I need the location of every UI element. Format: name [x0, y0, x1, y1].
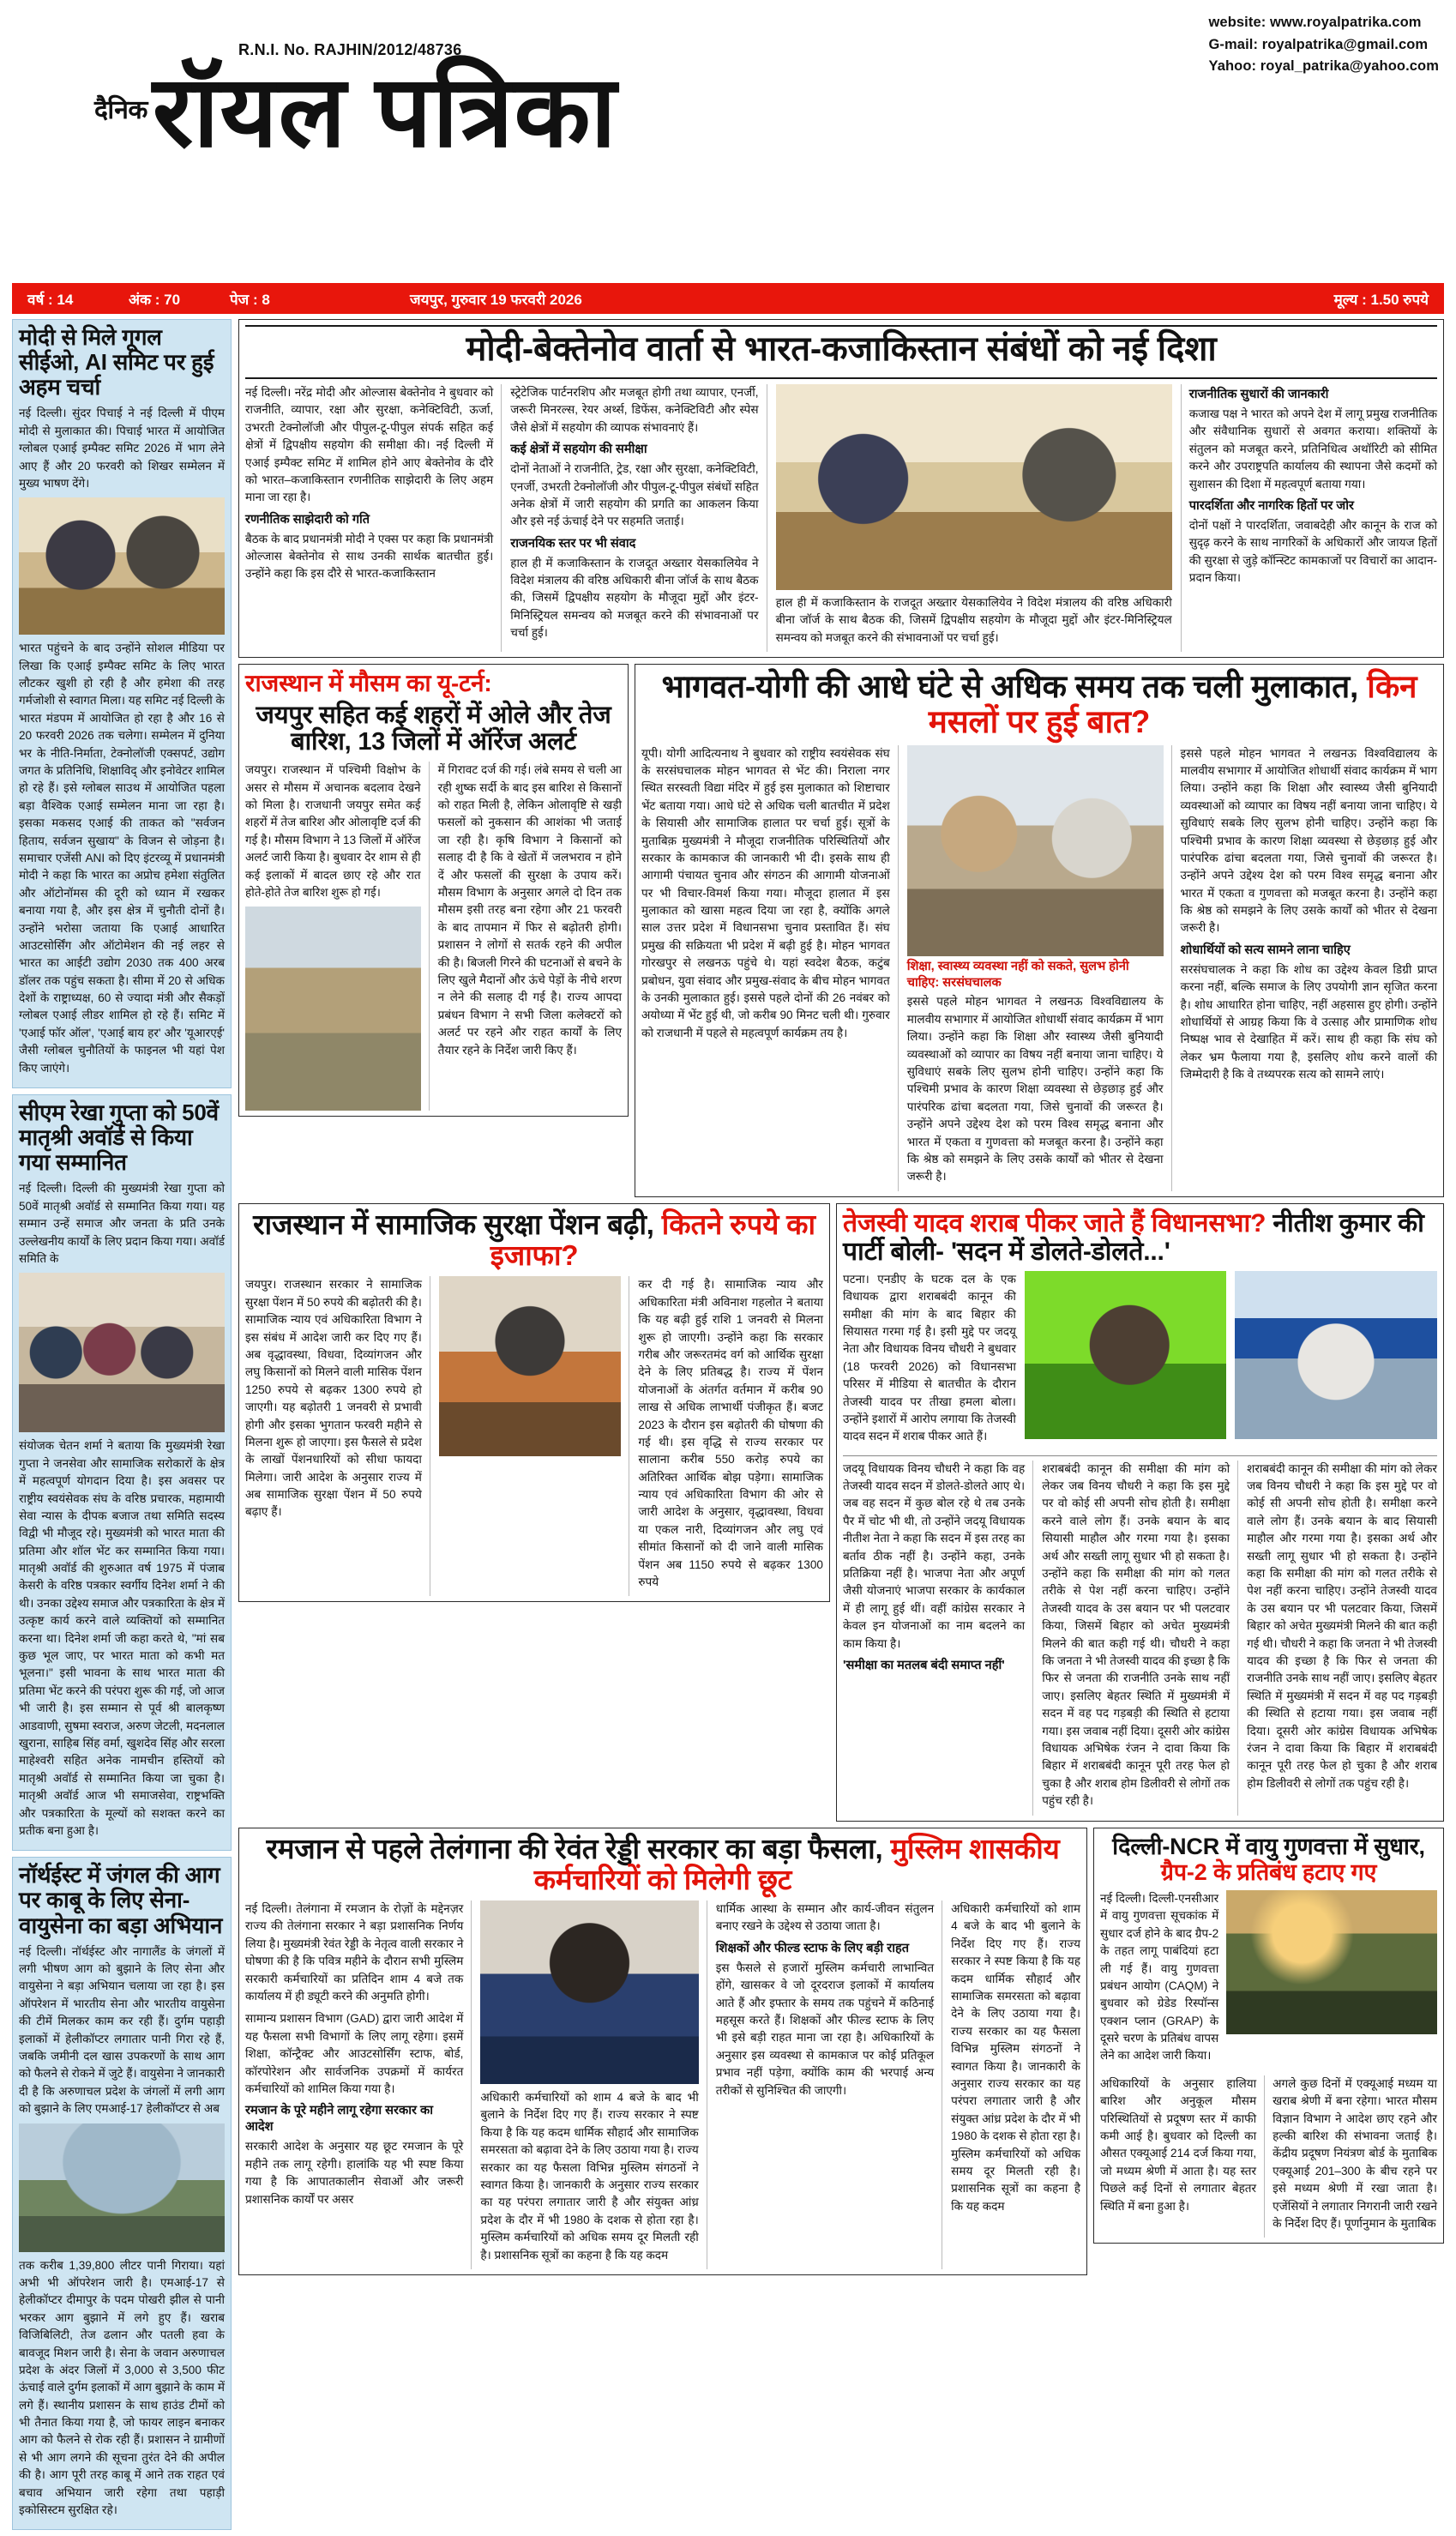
- delhi-air-c1b: अधिकारियों के अनुसार हालिया बारिश और अनुकूल मौसम परिस्थितियों से प्रदूषण स्तर में काफी कमी आई है। बुधवार को दिल्ली का औसत एक्यूआई 214 दर्ज किया गया, जो मध्यम श्रेणी में आता है। यह स्तर पिछले कई दिनों से लगातार बेहतर स्थिति में बना हुआ है।: [1100, 2076, 1257, 2213]
- lead-col-1: [245, 384, 502, 652]
- photo-modi-bektenov-meeting: [776, 384, 1172, 590]
- tejashwi-headline-red: तेजस्वी यादव शराब पीकर जाते हैं विधानसभा?: [843, 1208, 1266, 1238]
- bhagwat-c3-p2: सरसंघचालक ने कहा कि शोध का उद्देश्य केवल डिग्री प्राप्त करना नहीं, बल्कि समाज के लिए उपयोगी ज्ञान सृजित करना है। शोध आधारित होना चाहिए, नहीं अहसास हुए होगी। उन्होंने शोधार्थियों से आग्रह किया कि वे उत्साह और प्रामाणिक शोध निष्पक्ष भाव से देखाहित में करें। साथ ही कहा कि संघ को लेकर भ्रम फैलाया गया है, इसलिए शोध करने वालों की जिम्मेदारी है कि वे तथ्यपरक सत्य को सामने लाएं।: [1180, 962, 1438, 1081]
- story-pension: [238, 1203, 830, 1603]
- delhi-air-c1: नई दिल्ली। दिल्ली-एनसीआर में वायु गुणवत्ता सूचकांक में सुधार दर्ज होने के बाद ग्रैप-2 के तहत लागू पाबंदियां हटा ली गई हैं। वायु गुणवत्ता प्रबंधन आयोग (CAQM) ने बुधवार को ग्रेडेड रिस्पॉन्स एक्शन प्लान (GRAP) के दूसरे चरण के प्रतिबंध वापस लेने का आदेश जारी किया।: [1100, 1891, 1219, 2063]
- left-column: [12, 319, 232, 2536]
- story-forest-fire-headline: नॉर्थईस्ट में जंगल की आग पर काबू के लिए सेना-वायुसेना का बड़ा अभियान: [19, 1862, 223, 1938]
- lead-c3-sub: राजनीतिक सुधारों की जानकारी: [1188, 388, 1329, 401]
- tejashwi-c2: शराबबंदी कानून की समीक्षा की मांग को लेकर जब विनय चौधरी ने कहा कि इस मुद्दे पर वो कोई सी अपनी सोच होती है। समीक्षा करने वाले लोग हैं। उनके बयान के बाद सियासी माहौल और गरमा गया है। इसका अर्थ और सख्ती लागू सुधार भी हो सकता है। उन्होंने कहा कि समीक्षा की मांग को गलत तरीके से पेश नहीं करना चाहिए। उन्होंने तेजस्वी यादव के उस बयान पर भी पलटवार किया, जिसमें बिहार को अचेत मुख्यमंत्री मिलने की बात कही गई थी। चौधरी ने कहा कि जनता ने भी तेजस्वी यादव की इच्छा है कि फिर से जनता की राजनीति उनके साथ नहीं जाए। इसलिए बेहतर स्थिति में मुख्यमंत्री में सदन में वह पद गड़बड़ी की स्थिति से हटाया गया। इस जवाब नहीं दिया। दूसरी ओर कांग्रेस विधायक अभिषेक रंजन ने दावा किया कि बिहार में शराबबंदी कानून पूरी तरह फेल हो चुका है और शराब होम डिलीवरी से लोगों तक पहुंच रही है।: [1042, 1461, 1230, 1808]
- story-tejashwi-headline: [843, 1209, 1437, 1266]
- story-forest-fire: [12, 1857, 232, 2530]
- delhi-air-c1c: अगले कुछ दिनों में एक्यूआई मध्यम या खराब श्रेणी में बना रहेगा। भारत मौसम विज्ञान विभाग ने आदेश छाए रहने और हल्की बारिश की संभावना जताई है। केंद्रीय प्रदूषण नियंत्रण बोर्ड के मुताबिक एक्यूआई 201–300 के बीच रहने पर इसे मध्यम श्रेणी में रखा जाता है। एजेंसियों ने लगातार निगरानी जारी रखने के निर्देश दिए हैं। पूर्णानुमान के मुताबिक: [1272, 2076, 1437, 2230]
- telangana-col-4: [951, 1900, 1080, 2269]
- pension-c2: कर दी गई है। सामाजिक न्याय और अधिकारिता मंत्री अविनाश गहलोत ने बताया कि यह बढ़ी हुई राशि 1 जनवरी से मिलना शुरू हो जाएगी। उन्होंने कहा कि सरकार गरीब और जरूरतमंद वर्ग को आर्थिक सुरक्षा देने के लिए प्रतिबद्ध है। राज्य में पेंशन योजनाओं के अंतर्गत वर्तमान में करीब 90 लाख से अधिक लाभार्थी पंजीकृत हैं। बजट 2023 के दौरान इस बढ़ोतरी की घोषणा की गई थी। इस वृद्धि से राज्य सरकार पर सालाना करीब 550 करोड़ रुपये का अतिरिक्त आर्थिक बोझ पड़ेगा। सामाजिक न्याय एवं अधिकारिता विभाग की ओर से जारी आदेश के अनुसार, वृद्धावस्था, विधवा या एकल नारी, दिव्यांगजन और लघु एवं सीमांत किसानों को दी जाने वाली मासिक पेंशन अब 1150 रुपये से बढ़कर 1300 रुपये: [638, 1278, 823, 1589]
- masthead-logo: [94, 56, 617, 167]
- lead-c1-p2: बैठक के बाद प्रधानमंत्री मोदी ने एक्स पर कहा कि प्रधानमंत्री ओल्जास बेक्तेनोव से साथ उनकी सार्थक बातचीत हुई। उन्होंने कहा कि इस दौरे से भारत-कजाकिस्तान: [245, 532, 494, 581]
- photo-bhagwat-yogi: [907, 745, 1164, 956]
- contact-block: [1209, 12, 1440, 78]
- lead-headline-band: [245, 325, 1437, 379]
- story-modi-bektenov-headline: मोदी-बेक्तेनोव वार्ता से भारत-कजाकिस्तान संबंधों को नई दिशा: [466, 330, 1217, 368]
- info-dateline: जयपुर, गुरुवार 19 फरवरी 2026: [410, 291, 582, 308]
- bhagwat-col-1: [641, 745, 899, 1191]
- bhagwat-c1: यूपी। योगी आदित्यनाथ ने बुधवार को राष्ट्रीय स्वयंसेवक संघ के सरसंघचालक मोहन भागवत से भेंट की। निराला नगर स्थित सरस्वती विद्या मंदिर में हुई इस मुलाकात को शिष्टाचार भेंट बताया गया। आधे घंटे से अधिक चली बातचीत में प्रदेश के सियासी और सामाजिक हालात पर चर्चा हुई। सूत्रों के मुताबिक़ मुख्यमंत्री ने मौजूदा राजनीतिक परिस्थितियों और सरकार के कामकाज की जानकारी भी दी। इसके साथ ही आगामी पंचायत चुनाव और संगठन की आगामी योजनाओं पर भी विचार-विमर्श किया गया। मौजूदा हालात में इस मुलाकात को खासा महत्व दिया जा रहा है, क्योंकि अगले साल उत्तर प्रदेश में विधानसभा चुनाव प्रस्तावित हैं। संघ प्रमुख की सक्रियता भी प्रदेश में बढ़ी हुई है। मोहन भागवत गोरखपुर से लखनऊ पहुंचे थे। यहां स्वदेश बैठक, कटुंब प्रबोधन, युवा संवाद और प्रमुख-संवाद के बीच मोहन भागवत के उनकी मुलाकात हुई। इससे पहले दोनों की 26 नवंबर को अयोध्या में भेंट हुई थी, जो करीब 90 मिनट चली थी। गुरुवार को राजधानी में पहले से महत्वपूर्ण कार्यक्रम तय है।: [641, 746, 890, 1039]
- story-rekha-gupta: [12, 1094, 232, 1851]
- bhagwat-headline-red: किन मसलों पर हुई बात?: [928, 669, 1417, 739]
- story-rekha-gupta-body: संयोजक चेतन शर्मा ने बताया कि मुख्यमंत्री रेखा गुप्ता ने जनसेवा और सामाजिक सरोकारों के क्षेत्र में महत्वपूर्ण योगदान दिया है। इस अवसर पर राष्ट्रीय स्वयंसेवक संघ के वरिष्ठ प्रचारक, महामायी सेवा न्यास के दीपक बजाज तथा समिति सदस्य विद्वी भी मौजूद रहे। मुख्यमंत्री को भारत माता की प्रतिमा और शॉल भेंट कर सम्मानित किया गया। मातृश्री अवॉर्ड की शुरुआत वर्ष 1975 में पंजाब केसरी के वरिष्ठ पत्रकार स्वर्गीय दिनेश शर्मा ने की थी। उनका उद्देश्य समाज और पत्रकारिता के क्षेत्र में उत्कृष्ट कार्य करने वाले व्यक्तियों को सम्मानित करना था। दिनेश शर्मा जी कहा करते थे, "मां सब कुछ भूल जाए, पर भारत माता को कभी मत भूलना।" इसी भावना के साथ भारत माता की प्रतिमा भेंट करने की परंपरा शुरू की गई, जो आज भी जारी है। इस सम्मान से पूर्व श्री बालकृष्ण आडवाणी, सुषमा स्वराज, अरुण जेटली, मदनलाल खुराना, साहिब सिंह वर्मा, खुशदेव सिंह और सरला माहेश्वरी सहित अनेक नामचीन हस्तियों को मातृश्री अवॉर्ड से सम्मानित किया जा चुका है। मातृश्री अवॉर्ड आज भी समाजसेवा, राष्ट्रभक्ति और पत्रकारिता के मूल्यों को सशक्त करने का प्रतीक बना हुआ है।: [19, 1439, 225, 1837]
- story-pension-headline: [245, 1209, 823, 1272]
- tejashwi-col-3: [1042, 1461, 1238, 1816]
- publication-info-bar: [12, 283, 1444, 314]
- telangana-c3: धार्मिक आस्था के सम्मान और कार्य-जीवन संतुलन बनाए रखने के उद्देश्य से उठाया जाता है।: [715, 1902, 935, 1933]
- lead-photo-caption-text: हाल ही में कजाकिस्तान के राजदूत अख्तार येसकालियेव ने विदेश मंत्रालय की वरिष्ठ अधिकारी बीना जॉर्ज के साथ बैठक की, जिसमें द्विपक्षीय सहयोग के मौजूदा मुद्दों और इंटर-मिनिस्ट्रियल समन्वय को मजबूत करने की संभावनाओं पर चर्चा हुई।: [775, 596, 1172, 644]
- lead-c2-sub2: राजनयिक स्तर पर भी संवाद: [510, 536, 636, 551]
- delhi-air-photo: [1226, 1890, 1437, 2070]
- third-row: [238, 1203, 1444, 1828]
- telangana-c4: अधिकारी कर्मचारियों को शाम 4 बजे के बाद भी बुलाने के निर्देश दिए गए हैं। राज्य सरकार ने स्पष्ट किया है कि यह कदम धार्मिक सौहार्द और सामाजिक समरसता को बढ़ावा देने के लिए उठाया गया है। राज्य सरकार का यह फैसला विभिन्न मुस्लिम संगठनों ने स्वागत किया है। जानकारी के अनुसार राज्य सरकार का यह परंपरा लगातार जारी है और संयुक्त आंध्र प्रदेश के दौर में भी 1980 के दशक से होता रहा है। मुस्लिम कर्मचारियों को अधिक समय दूर मिलती रही है। प्रशासनिक सूत्रों का कहना है कि यह कदम: [951, 1902, 1080, 2213]
- story-delhi-air: [1093, 1828, 1444, 2244]
- fourth-row: [238, 1828, 1444, 2282]
- story-modi-bektenov: [238, 319, 1444, 658]
- tejashwi-top: [843, 1271, 1437, 1451]
- telangana-c3b: इस फैसले से हजारों मुस्लिम कर्मचारी लाभान्वित होंगे, खासकर वे जो दूरदराज इलाकों में कार्यालय आते हैं और इफ्तार के समय तक पहुंचने में कठिनाई महसूस करते हैं। शिक्षकों और फील्ड स्टाफ के लिए भी इसे बड़ी राहत माना जा रहा है। अधिकारियों के अनुसार इस व्यवस्था से कामकाज पर कोई प्रतिकूल प्रभाव नहीं पड़ेगा, क्योंकि काम की भरपाई अन्य तरीकों से सुनिश्चित की जाएगी।: [715, 1961, 935, 2097]
- masthead-title: रॉयल पत्रिका: [152, 56, 617, 167]
- lead-c3-p2: दोनों पक्षों ने पारदर्शिता, जवाबदेही और कानून के राज को सुदृढ़ करने के साथ नागरिकों के अधिकारों और जायज हितों की सुरक्षा से जुड़े कॉन्स्टिट कामकाजों पर विचारों का आदान-प्रदान किया।: [1188, 518, 1438, 585]
- story-weather-kicker: [245, 670, 622, 696]
- tejashwi-bottom: [843, 1461, 1437, 1816]
- tejashwi-c1b: जदयू विधायक विनय चौधरी ने कहा कि वह तेजस्वी यादव सदन में डोलते-डोलते आए थे। जब वह सदन में कुछ बोल रहे थे तब उनके पैर में चोट भी थी, तो उन्होंने जदयू विधायक नीतीश नेता ने कहा कि सदन में इस तरह का बर्ताव ठीक नहीं है। उन्होंने कहा, उनके प्रतिक्रिया नहीं है। भाजपा नेता और अपूर्ण जैसी योजनाएं भाजपा सरकार के कार्यकाल में ही लागू हुई थीं। वहीं कांग्रेस सरकार ने केवल इन योजनाओं का नाम बदलने का काम किया है।: [843, 1461, 1026, 1650]
- website-line: website: www.royalpatrika.com: [1208, 15, 1422, 30]
- telangana-c1: नई दिल्ली। तेलंगाना में रमजान के रोज़ों के मद्देनज़र राज्य की तेलंगाना सरकार ने बड़ा प्रशासनिक निर्णय लिया है। मुख्यमंत्री रेवंत रेड्डी के नेतृत्व वाली सरकार ने घोषणा की है कि पवित्र महीने के दौरान सभी मुस्लिम सरकारी कर्मचारियों का प्रतिदिन शाम 4 बजे तक कार्यालय में ही ड्यूटी करने की अनुमति होगी।: [245, 1902, 464, 2003]
- photo-helicopter-forest: [19, 2123, 225, 2252]
- yahoo-line: Yahoo: royal_patrika@yahoo.com: [1208, 58, 1439, 75]
- tejashwi-col-1: [843, 1271, 1016, 1451]
- story-weather-headline: जयपुर सहित कई शहरों में ओले और तेज बारिश, 13 जिलों में ऑरेंज अलर्ट: [256, 701, 611, 756]
- story-telangana-headline: [245, 1834, 1080, 1896]
- tejashwi-headline-black: नीतीश कुमार की पार्टी बोली- 'सदन में डोलते-डोलते...': [843, 1208, 1424, 1266]
- story-google-ceo-headline: मोदी से मिले गूगल सीईओ, AI समिट पर हुई अहम चर्चा: [19, 324, 214, 401]
- weather-col-2: [438, 762, 622, 1111]
- telangana-body: [245, 1900, 1080, 2269]
- photo-revanth-reddy: [480, 1900, 698, 2084]
- pension-col-photo: [439, 1276, 629, 1596]
- pension-body: [245, 1276, 823, 1596]
- tejashwi-divider: [843, 1455, 1437, 1456]
- lead-c1-p1: नई दिल्ली। नरेंद्र मोदी और ओल्जास बेक्तेनोव ने बुधवार को राजनीति, व्यापार, रक्षा और सुरक्षा, कनेक्टिविटी, ऊर्जा, उभरती टेक्नोलॉजी और पीपुल-टू-पीपुल संपर्क सहित कई क्षेत्रों में द्विपक्षीय सहयोग की समीक्षा की। नई दिल्ली में एआई इम्पैक्ट समिट में शामिल होने आए बेक्तेनोव के दौरे को भारत–कजाकिस्तान रणनीतिक साझेदारी के लिए अहम माना जा रहा है।: [245, 386, 494, 504]
- weather-col-1: [245, 762, 430, 1111]
- gmail-line: G-mail: royalpatrika@gmail.com: [1208, 36, 1429, 52]
- bhagwat-c3-sub: शोधार्थियों को सत्य सामने लाना चाहिए: [1180, 943, 1351, 957]
- telangana-c3-sub: शिक्षकों और फील्ड स्टाफ के लिए बड़ी राहत: [715, 1941, 910, 1955]
- weather-c2: में गिरावट दर्ज की गई। लंबे समय से चली आ रही शुष्क सर्दी के बाद इस बारिश से किसानों को राहत मिली है, लेकिन ओलावृष्टि से खड़ी फसलों को नुकसान की आशंका भी जताई जा रही है। कृषि विभाग ने किसानों को सलाह दी है कि वे खेतों में जलभराव न होने दें और फसलों की सुरक्षा के उपाय करें। मौसम विभाग के अनुसार अगले दो दिन तक मौसम इसी तरह बना रहेगा और 21 फरवरी के बाद तापमान में फिर से बढ़ोतरी होगी। प्रशासन ने लोगों से सतर्क रहने की अपील की है। बिजली गिरने की घटनाओं से बचने के लिए खुले मैदानों और ऊंचे पेड़ों के नीचे शरण न लेने की सलाह दी गई है। राज्य आपदा प्रबंधन विभाग ने सभी जिला कलेक्टरों को अलर्ट पर रहने और राहत कार्यों के लिए तैयार रहने के निर्देश जारी किए हैं।: [437, 763, 622, 1057]
- photo-modi-pichai: [19, 497, 225, 635]
- lead-c3-p1: कजाख पक्ष ने भारत को अपने देश में लागू प्रमुख राजनीतिक और संवैधानिक सुधारों से अवगत कराया। शक्तियों के संतुलन को मजबूत करने, प्रतिनिधित्व अथॉरिटी को सीमित करने और उपराष्ट्रपति कार्यालय की स्थापना जैसे कदमों को सुशासन की दिशा में महत्वपूर्ण बताया गया।: [1188, 407, 1438, 491]
- telangana-c2: अधिकारी कर्मचारियों को शाम 4 बजे के बाद भी बुलाने के निर्देश दिए गए हैं। राज्य सरकार ने स्पष्ट किया है कि यह कदम धार्मिक सौहार्द और सामाजिक समरसता को बढ़ावा देने के लिए उठाया गया है। राज्य सरकार का यह फैसला विभिन्न मुस्लिम संगठनों ने स्वागत किया है। जानकारी के अनुसार राज्य सरकार का यह परंपरा लगातार जारी है और संयुक्त आंध्र प्रदेश के दौर में भी 1980 के दशक से होता रहा है। मुस्लिम कर्मचारियों को अधिक समय दूर मिलती रही है। प्रशासनिक सूत्रों का कहना है कि यह कदम: [480, 2091, 699, 2262]
- info-pages: पेज : 8: [230, 291, 270, 308]
- page-grid: [12, 319, 1444, 2536]
- telangana-headline-black: रमजान से पहले तेलंगाना की रेवंत रेड्डी सरकार का बड़ा फैसला,: [266, 1832, 883, 1864]
- delhi-air-headline-black: दिल्ली-NCR में वायु गुणवत्ता में सुधार,: [1112, 1833, 1425, 1859]
- tejashwi-c2b: शराबबंदी कानून की समीक्षा की मांग को लेकर जब विनय चौधरी ने कहा कि इस मुद्दे पर वो कोई सी अपनी सोच होती है। समीक्षा करने वाले लोग हैं। उनके बयान के बाद सियासी माहौल और गरमा गया है। इसका अर्थ और सख्ती लागू सुधार भी हो सकता है। उन्होंने कहा कि समीक्षा की मांग को गलत तरीके से पेश नहीं करना चाहिए। उन्होंने तेजस्वी यादव के उस बयान पर भी पलटवार किया, जिसमें बिहार को अचेत मुख्यमंत्री मिलने की बात कही गई थी। चौधरी ने कहा कि जनता ने भी तेजस्वी यादव की इच्छा है कि फिर से जनता की राजनीति उनके साथ नहीं जाए। इसलिए बेहतर स्थिति में मुख्यमंत्री में सदन में वह पद गड़बड़ी की स्थिति से हटाया गया। इस जवाब नहीं दिया। दूसरी ओर कांग्रेस विधायक अभिषेक रंजन ने दावा किया कि बिहार में शराबबंदी कानून पूरी तरह फेल हो चुका है और शराब होम डिलीवरी से लोगों तक पहुंच रही है।: [1247, 1461, 1437, 1790]
- lead-c2-p2: हाल ही में कजाकिस्तान के राजदूत अख्तार येसकालियेव ने विदेश मंत्रालय की वरिष्ठ अधिकारी बीना जॉर्ज के साथ बैठक की, जिसमें द्विपक्षीय सहयोग के मौजूदा मुद्दों और इंटर-मिनिस्ट्रियल समन्वय को मजबूत करने की संभावनाओं पर चर्चा हुई।: [510, 556, 759, 640]
- telangana-col-photo: [480, 1900, 707, 2269]
- info-issue: अंक : 70: [129, 291, 181, 308]
- story-tejashwi: [836, 1203, 1444, 1822]
- tejashwi-col-4: [1247, 1461, 1437, 1816]
- weather-kicker-text: राजस्थान में मौसम का यू-टर्न:: [245, 670, 492, 697]
- weather-body: [245, 762, 622, 1111]
- weather-c1: जयपुर। राजस्थान में पश्चिमी विक्षोभ के असर से मौसम में अचानक बदलाव देखने को मिला है। राजधानी जयपुर समेत कई शहरों में तेज बारिश और ओलावृष्टि दर्ज की गई है। मौसम विभाग ने 13 जिलों में ऑरेंज अलर्ट जारी किया है। बुधवार देर शाम से ही कई इलाकों में बादल छाए रहे और रात होते-होते तेज बारिश शुरू हो गई।: [245, 763, 421, 900]
- lead-col-2: [510, 384, 767, 652]
- bhagwat-c2-sub: शिक्षा, स्वास्थ्य व्यवस्था नहीं को सकते, सुलभ होनी चाहिए: सरसंघचालक: [906, 959, 1129, 990]
- bhagwat-headline-black: भागवत-योगी की आधे घंटे से अधिक समय तक चली मुलाकात,: [661, 669, 1359, 705]
- telangana-c1-sub: रमजान के पूरे महीने लागू रहेगा सरकार का आदेश: [245, 2104, 433, 2135]
- story-telangana: [238, 1828, 1087, 2276]
- pension-c1: जयपुर। राजस्थान सरकार ने सामाजिक सुरक्षा पेंशन में 50 रुपये की बढ़ोतरी की है। सामाजिक न्याय एवं अधिकारिता विभाग ने इस संबंध में आदेश जारी कर दिए गए हैं। अब वृद्धावस्था, विधवा, दिव्यांगजन और लघु किसानों को मिलने वाली मासिक पेंशन 1250 रुपये से बढ़कर 1300 रुपये हो जाएगी। यह बढ़ोतरी 1 जनवरी से प्रभावी होगी और इसका भुगतान फरवरी महीने से मिलना शुरू हो जाएगा। इस फैसले से प्रदेश के लाखों पेंशनधारियों को सीधा फायदा मिलेगा। जारी आदेश के अनुसार राज्य में अब सामाजिक सुरक्षा पेंशन में 50 रुपये बढ़ाए हैं।: [245, 1278, 422, 1519]
- lead-photo-col: [776, 384, 1172, 652]
- bhagwat-body: [641, 745, 1437, 1191]
- info-price: मूल्य : 1.50 रुपये: [1333, 291, 1429, 308]
- story-google-ceo-body: भारत पहुंचने के बाद उन्होंने सोशल मीडिया पर लिखा कि एआई इम्पैक्ट समिट के लिए भारत लौटकर खुशी हो रही है और हमेशा की तरह गर्मजोशी से स्वागत मिला। यह समिट नई दिल्ली के भारत मंडपम में आयोजित हो रहा है और 16 से 20 फरवरी 2026 तक चलेगा। सम्मेलन में दुनिया भर के नीति-निर्माता, टेक्नोलॉजी एक्सपर्ट, उद्योग जगत के प्रतिनिधि, शिक्षाविद् और इनोवेटर शामिल हो रहे हैं। इसे ग्लोबल साउथ में आयोजित पहला बड़ा वैश्विक एआई सम्मेलन माना जा रहा है। इसका मकसद एआई की ताकत को "सर्वजन हिताय, सर्वजन सुखाय" के विजन से जोड़ना है। समाचार एजेंसी ANI को दिए इंटरव्यू में प्रधानमंत्री मोदी ने कहा कि भारत का अप्रोच हमेशा संतुलित और ऑटोनॉमस की दूरी को ध्यान में रखकर बनाया गया है, और इस क्षेत्र में चुनौती दोनों है। उन्होंने भरोसा जताया कि एआई आधारित आउटसोर्सिंग और ऑटोमेशन की नई लहर से भारत का आईटी उद्योग 2030 तक 400 अरब डॉलर तक पहुंच सकता है। सीमा में 20 से अधिक देशों के राष्ट्राध्यक्ष, 60 से ज्यादा मंत्री और सैकड़ों ग्लोबल एआई लीडर शामिल हो रहे हैं। समिट में 'एआई फॉर ऑल', 'एआई बाय हर' और 'यूआरएई' जैसी ग्लोबल चुनौतियों के फाइनल भी यहां पेश किए जाएंगे।: [19, 642, 225, 1075]
- photo-tejashwi-yadav: [1025, 1271, 1227, 1439]
- tejashwi-c1: पटना। एनडीए के घटक दल के एक विधायक द्वारा शराबबंदी कानून की समीक्षा की मांग के बाद बिहार की सियासत गरमा गई है। इसी मुद्दे पर जदयू नेता और विधायक विनय चौधरी ने बुधवार (18 फरवरी 2026) को विधानसभा परिसर में मीडिया से बातचीत के दौरान तेजस्वी यादव पर तीखा हमला बोला। उन्होंने इशारों में आरोप लगाया कि तेजस्वी यादव सदन में शराब पीकर आते हैं।: [843, 1272, 1016, 1443]
- delhi-air-col-1: [1100, 1890, 1218, 2070]
- lead-c3-sub2: पारदर्शिता और नागरिक हितों पर जोर: [1188, 498, 1355, 513]
- rni-number: R.N.I. No. RAJHIN/2012/48736: [238, 41, 462, 58]
- pension-col-2: [638, 1276, 823, 1596]
- lead-col-3: [1181, 384, 1437, 652]
- pension-col-1: [245, 1276, 430, 1596]
- bhagwat-col-3: [1181, 745, 1438, 1191]
- photo-avinash-gehlot: [439, 1276, 621, 1456]
- photo-hawa-mahal-rain: [245, 907, 421, 1111]
- story-google-ceo: [12, 319, 232, 1088]
- telangana-col-3: [716, 1900, 942, 2269]
- lead-c2-sub: कई क्षेत्रों में सहयोग की समीक्षा: [510, 443, 647, 457]
- tejashwi-col-2: [843, 1461, 1033, 1816]
- lead-c2-p1: दोनों नेताओं ने राजनीति, ट्रेड, रक्षा और सुरक्षा, कनेक्टिविटी, एनर्जी, उभरती टेक्नोलॉजी और पीपुल-टू-पीपुल संबंधों सहित अनेक क्षेत्रों में जारी सहयोग की प्रगति का आकलन किया और इसे नई ऊंचाई देने पर सहमति जताई।: [510, 462, 759, 528]
- story-bhagwat-yogi: [635, 664, 1444, 1197]
- story-weather: [238, 664, 629, 1117]
- info-year: वर्ष : 14: [27, 291, 74, 308]
- telangana-col-1: [245, 1900, 472, 2269]
- story-forest-fire-body: तक करीब 1,39,800 लीटर पानी गिराया। यहां अभी भी ऑपरेशन जारी है। एमआई-17 से हेलीकॉप्टर दीमापुर के पदम पोखरी झील से पानी भरकर आग बुझाने में लगे हुए हैं। खराब विजिबिलिटी, तेज ढलान और पतली हवा के बावजूद मिशन जारी है। सेना के जवान अरुणाचल प्रदेश के अंदर जिलों में 3,000 से 3,500 फीट ऊंचाई वाले दुर्गम इलाकों में आग बुझाने के काम में लगे हैं। स्थानीय प्रशासन के साथ हाउंड टीमों को भी तैनात किया गया है, जो फायर लाइन बनाकर आग को फैलने से रोक रही हैं। प्रशासन ने ग्रामीणों से भी आग लगने की सूचना तुरंत देने की अपील की है। आग पूरी तरह काबू में आने तक राहत एवं बचाव अभियान जारी रहेगा तथा पहाड़ी इकोसिस्टम सुरक्षित रहे।: [19, 2258, 225, 2517]
- story-rekha-gupta-lead: नई दिल्ली। दिल्ली की मुख्यमंत्री रेखा गुप्ता को 50वें मातृश्री अवॉर्ड से सम्मानित किया गया। यह सम्मान उन्हें समाज और जनता के प्रति उनके उल्लेखनीय कार्यों के लिए प्रदान किया गया। अवॉर्ड समिति के: [19, 1182, 225, 1265]
- tejashwi-subtag: 'समीक्षा का मतलब बंदी समाप्त नहीं': [843, 1658, 1005, 1672]
- tejashwi-photo-2: [1235, 1271, 1437, 1451]
- second-row: [238, 664, 1444, 1203]
- pension-headline-black: राजस्थान में सामाजिक सुरक्षा पेंशन बढ़ी,: [253, 1208, 654, 1240]
- bhagwat-c3-p1: इससे पहले मोहन भागवत ने लखनऊ विश्वविद्यालय के मालवीय सभागार में आयोजित शोधार्थी संवाद कार्यक्रम में भाग लिया। उन्होंने कहा कि शिक्षा और स्वास्थ्य जैसी बुनियादी व्यवस्थाओं को व्यापार का विषय नहीं बनाया जाना चाहिए। ये सुविधाएं सबके लिए सुलभ होनी चाहिए। उन्होंने कहा कि पश्चिमी प्रभाव के कारण शिक्षा व्यवस्था से छेड़छाड़ हुई और पारंपरिक ढांचा बदलता गया, जिसे चुनावों की जरूरत है। उन्होंने अपने उद्देश्य देश को परम विश्व समृद्ध बनाना और भारत में एकता व गुणवत्ता को मजबूत करना है। उन्होंने कहा कि श्रेष्ठ को समझने के लिए उसके कार्यों को भीतर से देखना जरूरी है।: [1180, 746, 1438, 935]
- lead-story-body: [245, 384, 1437, 652]
- delhi-air-bottom: [1100, 2075, 1437, 2238]
- masthead-dainik: दैनिक: [94, 95, 147, 124]
- delhi-air-col-2: [1100, 2075, 1265, 2238]
- lead-c2-p0: स्ट्रेटेजिक पार्टनरशिप और मजबूत होगी तथा व्यापार, एनर्जी, जरूरी मिनरल्स, रेयर अर्थ्स, डिफेंस, कनेक्टिविटी और स्पेस जैसे क्षेत्रों में सहयोग की व्यापक संभावनाएं हैं।: [510, 386, 759, 434]
- story-google-ceo-lead: नई दिल्ली। सुंदर पिचाई ने नई दिल्ली में पीएम मोदी से मुलाकात की। पिचाई भारत में आयोजित ग्लोबल एआई इम्पैक्ट समिट 2026 में भाग लेने आए हैं और 20 फरवरी को शिखर सम्मेलन में मुख्य भाषण देंगे।: [19, 407, 225, 490]
- story-forest-fire-lead: नई दिल्ली। नॉर्थईस्ट और नागालैंड के जंगलों में लगी भीषण आग को बुझाने के लिए सेना और वायुसेना ने बड़ा अभियान चलाया जा रहा है। इस ऑपरेशन में भारतीय सेना और भारतीय वायुसेना की टीमें मिलकर काम कर रही हैं। दुर्गम पहाड़ी इलाकों में हेलीकॉप्टर लगातार पानी गिरा रहे हैं, जबकि जमीनी दल खास उपकरणों के साथ आग को फैलने से रोकने में जुटे हैं। वायुसेना ने जानकारी दी है कि अरुणाचल प्रदेश के जंगलों में लगी आग को बुझाने के लिए एमआई-17 हेलीकॉप्टर से अब: [19, 1944, 225, 2116]
- masthead: [12, 0, 1444, 283]
- photo-award-ceremony: [19, 1273, 225, 1432]
- story-rekha-gupta-headline: सीएम रेखा गुप्ता को 50वें मातृश्री अवॉर्ड से किया गया सम्मानित: [19, 1099, 219, 1176]
- lead-c1-sub: रणनीतिक साझेदारी को गति: [245, 512, 370, 527]
- telangana-c1c: सरकारी आदेश के अनुसार यह छूट रमजान के पूरे महीने तक लागू रहेगी। हालांकि यह भी स्पष्ट किया गया है कि आपातकालीन सेवाओं और जरूरी प्रशासनिक कार्यों पर असर: [245, 2140, 464, 2206]
- bhagwat-col-photo: [907, 745, 1172, 1191]
- pension-headline-red: कितने रुपये का इजाफा?: [490, 1208, 815, 1272]
- delhi-air-top: [1100, 1890, 1437, 2070]
- telangana-c1b: सामान्य प्रशासन विभाग (GAD) द्वारा जारी आदेश में यह फैसला सभी विभागों के लिए लागू रहेगा। इसमें शिक्षा, कॉन्ट्रैक्ट और आउटसोर्सिंग स्टाफ, बोर्ड, कॉरपोरेशन और सार्वजनिक उपक्रमों में कार्यरत कर्मचारियों को शामिल किया गया है।: [245, 2012, 464, 2095]
- tejashwi-photo-1: [1025, 1271, 1227, 1451]
- delhi-air-col-3: [1272, 2075, 1437, 2238]
- delhi-air-headline-red: ग्रैप-2 के प्रतिबंध हटाए गए: [1160, 1858, 1377, 1885]
- photo-nitish-kumar: [1235, 1271, 1437, 1439]
- story-delhi-air-headline: [1100, 1834, 1437, 1885]
- photo-delhi-sunrise-trees: [1226, 1890, 1437, 2034]
- main-column: [238, 319, 1444, 2281]
- bhagwat-c2: इससे पहले मोहन भागवत ने लखनऊ विश्वविद्यालय के मालवीय सभागार में आयोजित शोधार्थी संवाद कार्यक्रम में भाग लिया। उन्होंने कहा कि शिक्षा और स्वास्थ्य जैसी बुनियादी व्यवस्थाओं को व्यापार का विषय नहीं बनाया जाना चाहिए। ये सुविधाएं सबके लिए सुलभ होनी चाहिए। उन्होंने कहा कि पश्चिमी प्रभाव के कारण शिक्षा व्यवस्था से छेड़छाड़ हुई और पारंपरिक ढांचा बदलता गया, जिसे चुनावों की जरूरत है। उन्होंने अपने उद्देश्य देश को परम विश्व समृद्ध बनाना और भारत में एकता व गुणवत्ता को मजबूत करना है। उन्होंने कहा कि श्रेष्ठ को समझने के लिए उसके कार्यों को भीतर से देखना जरूरी है।: [906, 995, 1164, 1184]
- story-bhagwat-yogi-headline: [641, 670, 1437, 739]
- telangana-headline-red: मुस्लिम शासकीय कर्मचारियों को मिलेगी छूट: [533, 1832, 1060, 1895]
